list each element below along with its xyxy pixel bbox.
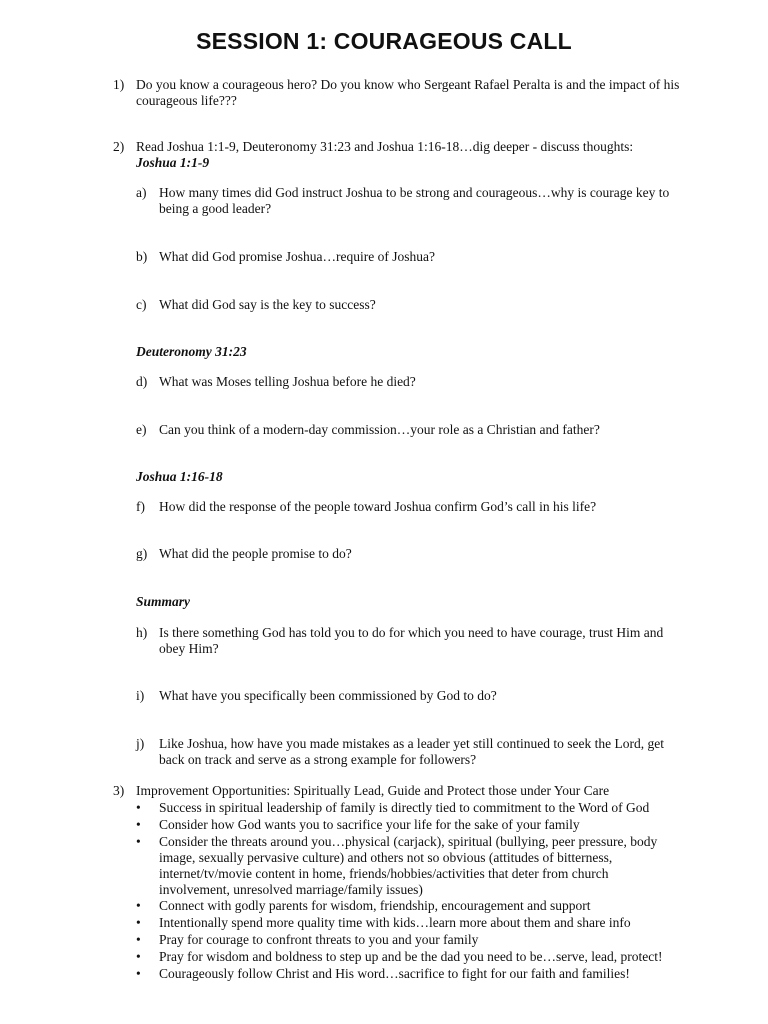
bullet-dot: • [136, 817, 141, 832]
sub-question-text: Like Joshua, how have you made mistakes as a leader yet still continued to seek the Lord, get back on track and serve as a strong example for followers? [159, 736, 664, 767]
bullet-item [136, 834, 681, 898]
question-text: Do you know a courageous hero? Do you know who Sergeant Rafael Peralta is and the impact of his courageous life??? [136, 77, 680, 108]
sub-question-j [136, 736, 681, 786]
sub-question-text: Can you think of a modern-day commission…your role as a Christian and father? [159, 422, 600, 437]
bullet-item [136, 800, 681, 816]
bullet-dot: • [136, 898, 141, 913]
section-heading-joshua-1-1-9: Joshua 1:1-9 [136, 155, 210, 170]
sub-question-letter: h) [136, 625, 148, 640]
bullet-text: Consider the threats around you…physical (carjack), spiritual (bullying, peer pressure, body image, sexually pervasive culture) and others not so obvious (attitudes of bitterness, internet/tv/movie content in home, friends/hobbies/activities that deter from church involvement, unresolved marriage/family issues) [159, 834, 658, 897]
sub-question-d [136, 374, 681, 392]
bullet-dot: • [136, 932, 141, 947]
bullet-dot: • [136, 915, 141, 930]
sub-question-text: How did the response of the people toward Joshua confirm God’s call in his life? [159, 499, 597, 514]
sub-question-letter: e) [136, 422, 147, 437]
sub-question-text: What have you specifically been commissioned by God to do? [159, 688, 497, 703]
question-text: Improvement Opportunities: Spiritually Lead, Guide and Protect those under Your Care [136, 783, 610, 798]
sub-question-letter: j) [136, 736, 145, 751]
bullet-text: Consider how God wants you to sacrifice your life for the sake of your family [159, 817, 580, 832]
question-1 [113, 77, 693, 111]
bullet-item [136, 915, 681, 931]
sub-question-text: What did God say is the key to success? [159, 297, 376, 312]
sub-question-f [136, 499, 681, 517]
sub-question-text: Is there something God has told you to do for which you need to have courage, trust Him and obey Him? [159, 625, 664, 656]
question-text: Read Joshua 1:1-9, Deuteronomy 31:23 and Joshua 1:16-18…dig deeper - discuss thoughts: [136, 139, 634, 154]
bullet-text: Success in spiritual leadership of family is directly tied to commitment to the Word of God [159, 800, 650, 815]
sub-question-text: What did God promise Joshua…require of Joshua? [159, 249, 435, 264]
sub-question-text: What did the people promise to do? [159, 546, 352, 561]
bullet-item [136, 966, 681, 982]
sub-question-letter: g) [136, 546, 148, 561]
bullet-text: Intentionally spend more quality time with kids…learn more about them and share info [159, 915, 631, 930]
sub-question-letter: b) [136, 249, 148, 264]
sub-question-letter: d) [136, 374, 148, 389]
bullet-dot: • [136, 834, 141, 849]
sub-question-e [136, 422, 681, 440]
sub-question-text: How many times did God instruct Joshua to be strong and courageous…why is courage key to being a good leader? [159, 185, 670, 216]
section-heading-joshua-1-16-18: Joshua 1:16-18 [136, 469, 223, 484]
sub-question-letter: a) [136, 185, 147, 200]
question-number: 2) [113, 139, 125, 154]
bullet-dot: • [136, 800, 141, 815]
bullet-item [136, 949, 681, 965]
question-number: 3) [113, 783, 125, 798]
sub-question-text: What was Moses telling Joshua before he died? [159, 374, 416, 389]
section-heading-deuteronomy-31-23: Deuteronomy 31:23 [136, 344, 247, 359]
sub-question-letter: c) [136, 297, 147, 312]
sub-question-c [136, 297, 681, 315]
sub-question-b [136, 249, 681, 267]
section-heading-summary: Summary [136, 594, 191, 609]
sub-question-i [136, 688, 681, 706]
bullet-item [136, 932, 681, 948]
sub-question-h [136, 625, 681, 659]
bullet-item [136, 817, 681, 833]
sub-question-a [136, 185, 681, 219]
bullet-text: Courageously follow Christ and His word…sacrifice to fight for our faith and families! [159, 966, 630, 981]
sub-question-letter: f) [136, 499, 145, 514]
sub-question-letter: i) [136, 688, 145, 703]
bullet-text: Connect with godly parents for wisdom, friendship, encouragement and support [159, 898, 591, 913]
question-number: 1) [113, 77, 125, 92]
bullet-dot: • [136, 949, 141, 964]
question-3 [113, 783, 693, 801]
page-title: SESSION 1: COURAGEOUS CALL [196, 28, 572, 54]
bullet-item [136, 898, 681, 914]
sub-question-g [136, 546, 681, 564]
bullet-text: Pray for courage to confront threats to you and your family [159, 932, 479, 947]
bullet-dot: • [136, 966, 141, 981]
bullet-text: Pray for wisdom and boldness to step up and be the dad you need to be…serve, lead, protect! [159, 949, 663, 964]
